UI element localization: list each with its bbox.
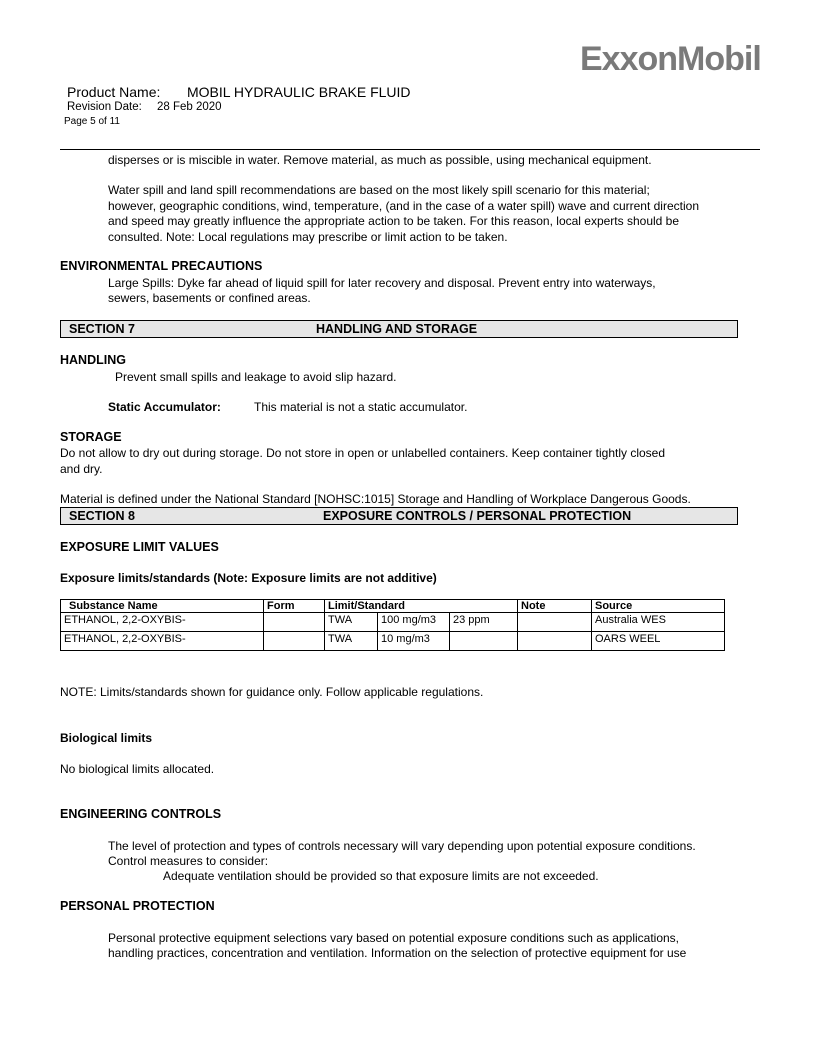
exposure-limits-subheading: Exposure limits/standards (Note: Exposure limits are not additive) (60, 571, 437, 585)
table-cell: 23 ppm (450, 613, 518, 632)
env-line: Large Spills: Dyke far ahead of liquid spill for later recovery and disposal. Prevent entry into waterways, (108, 276, 656, 290)
table-cell (264, 632, 325, 651)
section-8-number: SECTION 8 (69, 509, 135, 523)
storage-material-text: Material is defined under the National Standard [NOHSC:1015] Storage and Handling of Workplace Dangerous Goods. (60, 492, 691, 506)
static-accumulator-label: Static Accumulator: (108, 400, 221, 414)
engineering-indent-line: Adequate ventilation should be provided so that exposure limits are not exceeded. (163, 869, 599, 883)
spill-para-line: consulted. Note: Local regulations may prescribe or limit action to be taken. (108, 230, 508, 244)
revision-date-value: 28 Feb 2020 (157, 101, 222, 113)
spill-para-line: and speed may greatly influence the appropriate action to be taken. For this reason, local experts should be (108, 214, 680, 228)
storage-line: and dry. (60, 462, 103, 476)
spill-para-line: however, geographic conditions, wind, temperature, (and in the case of a water spill) wave and current direction (108, 199, 699, 213)
env-precautions-heading: ENVIRONMENTAL PRECAUTIONS (60, 259, 263, 273)
column-header: Source (592, 600, 725, 613)
column-header: Substance Name (61, 600, 264, 613)
section-7-number: SECTION 7 (69, 322, 135, 336)
handling-heading: HANDLING (60, 353, 126, 367)
header-divider (60, 149, 760, 150)
section-8-bar (60, 507, 738, 525)
table-cell: OARS WEEL (592, 632, 725, 651)
page-number: Page 5 of 11 (64, 116, 120, 127)
personal-protection-heading: PERSONAL PROTECTION (60, 899, 215, 913)
storage-line: Do not allow to dry out during storage. Do not store in open or unlabelled containers. Keep container tightly closed (60, 446, 666, 460)
table-cell: 10 mg/m3 (378, 632, 450, 651)
engineering-line: The level of protection and types of controls necessary will vary depending upon potential exposure conditions. (108, 839, 696, 853)
personal-line: handling practices, concentration and ventilation. Information on the selection of protective equipment for use (108, 946, 687, 960)
table-cell: Australia WES (592, 613, 725, 632)
biological-limits-text: No biological limits allocated. (60, 762, 215, 776)
column-header: Limit/Standard (325, 600, 518, 613)
table-cell: TWA (325, 632, 378, 651)
static-accumulator-text: This material is not a static accumulator. (254, 400, 468, 414)
table-cell (450, 632, 518, 651)
table-cell (264, 613, 325, 632)
table-cell (518, 632, 592, 651)
section-8-title: EXPOSURE CONTROLS / PERSONAL PROTECTION (323, 509, 632, 523)
exposure-limits-table (60, 599, 725, 651)
exxonmobil-logo: ExxonMobil (580, 40, 761, 78)
product-name-value: MOBIL HYDRAULIC BRAKE FLUID (187, 84, 411, 100)
table-cell (518, 613, 592, 632)
table-row (61, 613, 725, 632)
column-header: Note (518, 600, 592, 613)
section-7-bar (60, 320, 738, 338)
biological-limits-heading: Biological limits (60, 731, 153, 745)
table-cell: ETHANOL, 2,2-OXYBIS- (61, 613, 264, 632)
limits-note: NOTE: Limits/standards shown for guidance only. Follow applicable regulations. (60, 685, 484, 699)
column-header: Form (264, 600, 325, 613)
personal-line: Personal protective equipment selections vary based on potential exposure conditions such as applications, (108, 931, 680, 945)
revision-date-label: Revision Date: (67, 101, 142, 113)
table-cell: ETHANOL, 2,2-OXYBIS- (61, 632, 264, 651)
handling-text: Prevent small spills and leakage to avoid slip hazard. (115, 370, 397, 384)
engineering-line: Control measures to consider: (108, 854, 269, 868)
env-line: sewers, basements or confined areas. (108, 291, 311, 305)
product-name-label: Product Name: (67, 84, 161, 100)
exposure-limit-heading: EXPOSURE LIMIT VALUES (60, 540, 219, 554)
spill-line: disperses or is miscible in water. Remove material, as much as possible, using mechanical equipment. (108, 153, 652, 167)
table-header-row (61, 600, 725, 613)
storage-heading: STORAGE (60, 430, 122, 444)
spill-para-line: Water spill and land spill recommendations are based on the most likely spill scenario for this material; (108, 183, 650, 197)
section-7-title: HANDLING AND STORAGE (316, 322, 478, 336)
engineering-controls-heading: ENGINEERING CONTROLS (60, 807, 222, 821)
table-cell: TWA (325, 613, 378, 632)
table-cell: 100 mg/m3 (378, 613, 450, 632)
table-row (61, 632, 725, 651)
